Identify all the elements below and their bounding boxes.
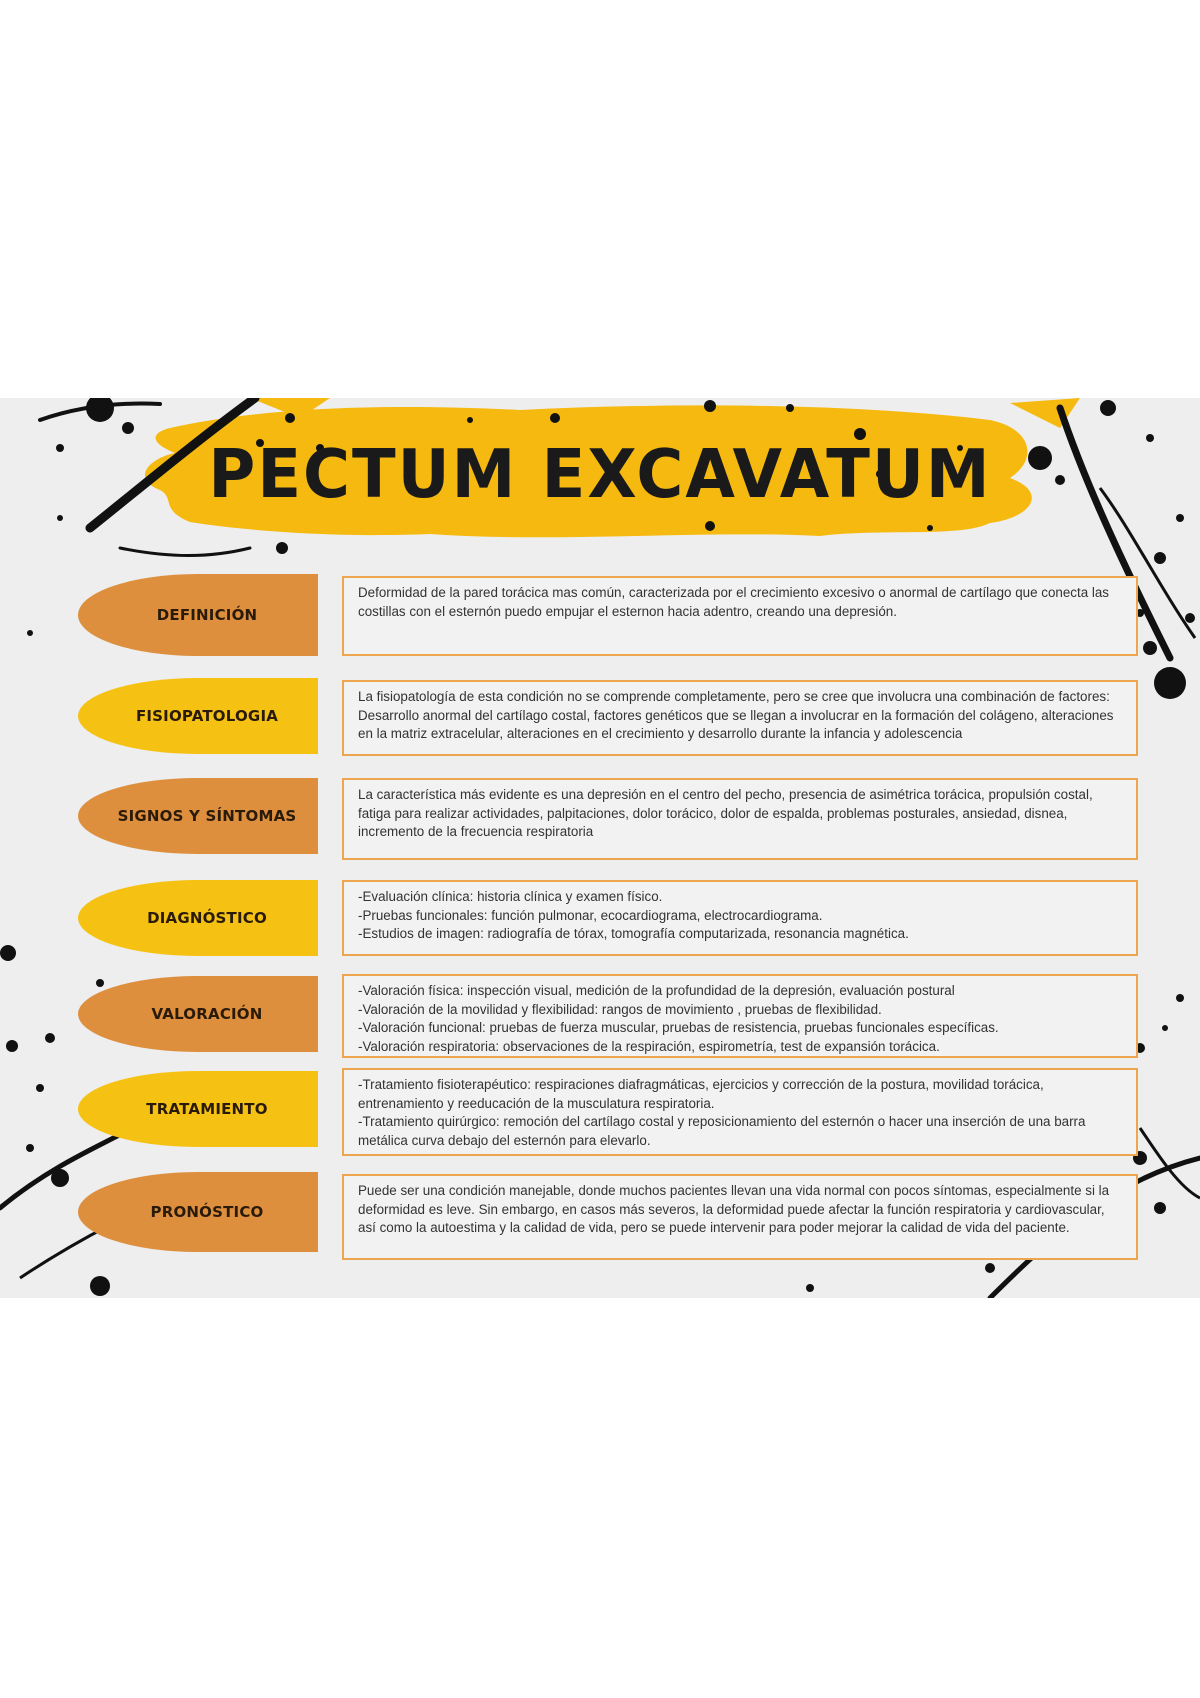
section-text-line: -Estudios de imagen: radiografía de tórax, tomografía computarizada, resonancia magnética.: [358, 926, 909, 942]
section-label: DEFINICIÓN: [156, 606, 258, 624]
section-text-line: -Tratamiento quirúrgico: remoción del cartílago costal y reposicionamiento del esternón o hacer una inserción de una barra metálica curva debajo del esternón para elevarlo.: [358, 1114, 1086, 1148]
section-label: FISIOPATOLOGIA: [135, 707, 279, 725]
section-label-pill: [78, 778, 318, 854]
section-text-line: -Evaluación clínica: historia clínica y examen físico.: [358, 889, 663, 904]
section-text-line: La característica más evidente es una depresión en el centro del pecho, presencia de asimétrica torácica, propulsión costal, fatiga para realizar actividades, palpitaciones, dolor torácico, dolor de espalda, problemas posturales, ansiedad, disnea, incremento de la frecuencia respiratoria: [358, 787, 1093, 840]
section-content-box: [342, 576, 1138, 656]
section-label-pill: [78, 976, 318, 1052]
section-text-line: -Valoración de la movilidad y flexibilidad: rangos de movimiento , pruebas de flexibilidad.: [358, 1001, 882, 1017]
section-label: TRATAMIENTO: [146, 1100, 268, 1118]
section-label: PRONÓSTICO: [150, 1203, 264, 1221]
section-label-pill: [78, 574, 318, 656]
section-label-pill: [78, 1071, 318, 1147]
section-text-line: -Pruebas funcionales: función pulmonar, ecocardiograma, electrocardiograma.: [358, 907, 823, 923]
page-title: PECTUM EXCAVATUM: [208, 436, 992, 514]
section-label: DIAGNÓSTICO: [147, 909, 267, 927]
infographic-board: [0, 398, 1200, 1298]
section-text-line: La fisiopatología de esta condición no se comprende completamente, pero se cree que involucra una combinación de factores: Desarrollo anormal del cartílago costal, factores genéticos que se llegan a involucrar en la formación del colágeno, alteraciones en la matriz extracelular, alteraciones en el crecimiento y desarrollo durante la infancia y adolescencia: [358, 689, 1114, 742]
section-label-pill: [78, 880, 318, 956]
section-text-line: -Valoración física: inspección visual, medición de la profundidad de la depresión, evaluación postural: [358, 983, 955, 998]
section-content-box: [342, 880, 1138, 956]
section-content-box: [342, 680, 1138, 756]
section-label-pill: [78, 678, 318, 754]
section-content-box: [342, 1174, 1138, 1260]
section-label: SIGNOS Y SÍNTOMAS: [117, 807, 297, 825]
section-label: VALORACIÓN: [151, 1005, 263, 1023]
section-content-box: [342, 778, 1138, 860]
section-text-line: -Valoración funcional: pruebas de fuerza muscular, pruebas de resistencia, pruebas funcionales específicas.: [358, 1020, 999, 1036]
section-content-box: [342, 1068, 1138, 1156]
section-text-line: -Tratamiento fisioterapéutico: respiraciones diafragmáticas, ejercicios y corrección de la postura, movilidad torácica, entrenamiento y reeducación de la musculatura respiratoria.: [358, 1077, 1044, 1111]
section-text-line: Deformidad de la pared torácica mas común, caracterizada por el crecimiento excesivo o anormal de cartílago que conecta las costillas con el esternón puedo empujar el esternon hacia adentro, creando una depresión.: [358, 585, 1110, 619]
section-label-pill: [78, 1172, 318, 1252]
section-content-box: [342, 974, 1138, 1058]
section-text-line: -Valoración respiratoria: observaciones de la respiración, espirometría, test de expansión torácica.: [358, 1038, 940, 1054]
section-text-line: Puede ser una condición manejable, donde muchos pacientes llevan una vida normal con pocos síntomas, especialmente si la deformidad es leve. Sin embargo, en casos más severos, la deformidad puede afectar la función respiratoria y cardiovascular, así como la autoestima y la calidad de vida, pero se puede intervenir para poder mejorar la calidad de vida del paciente.: [358, 1183, 1110, 1236]
